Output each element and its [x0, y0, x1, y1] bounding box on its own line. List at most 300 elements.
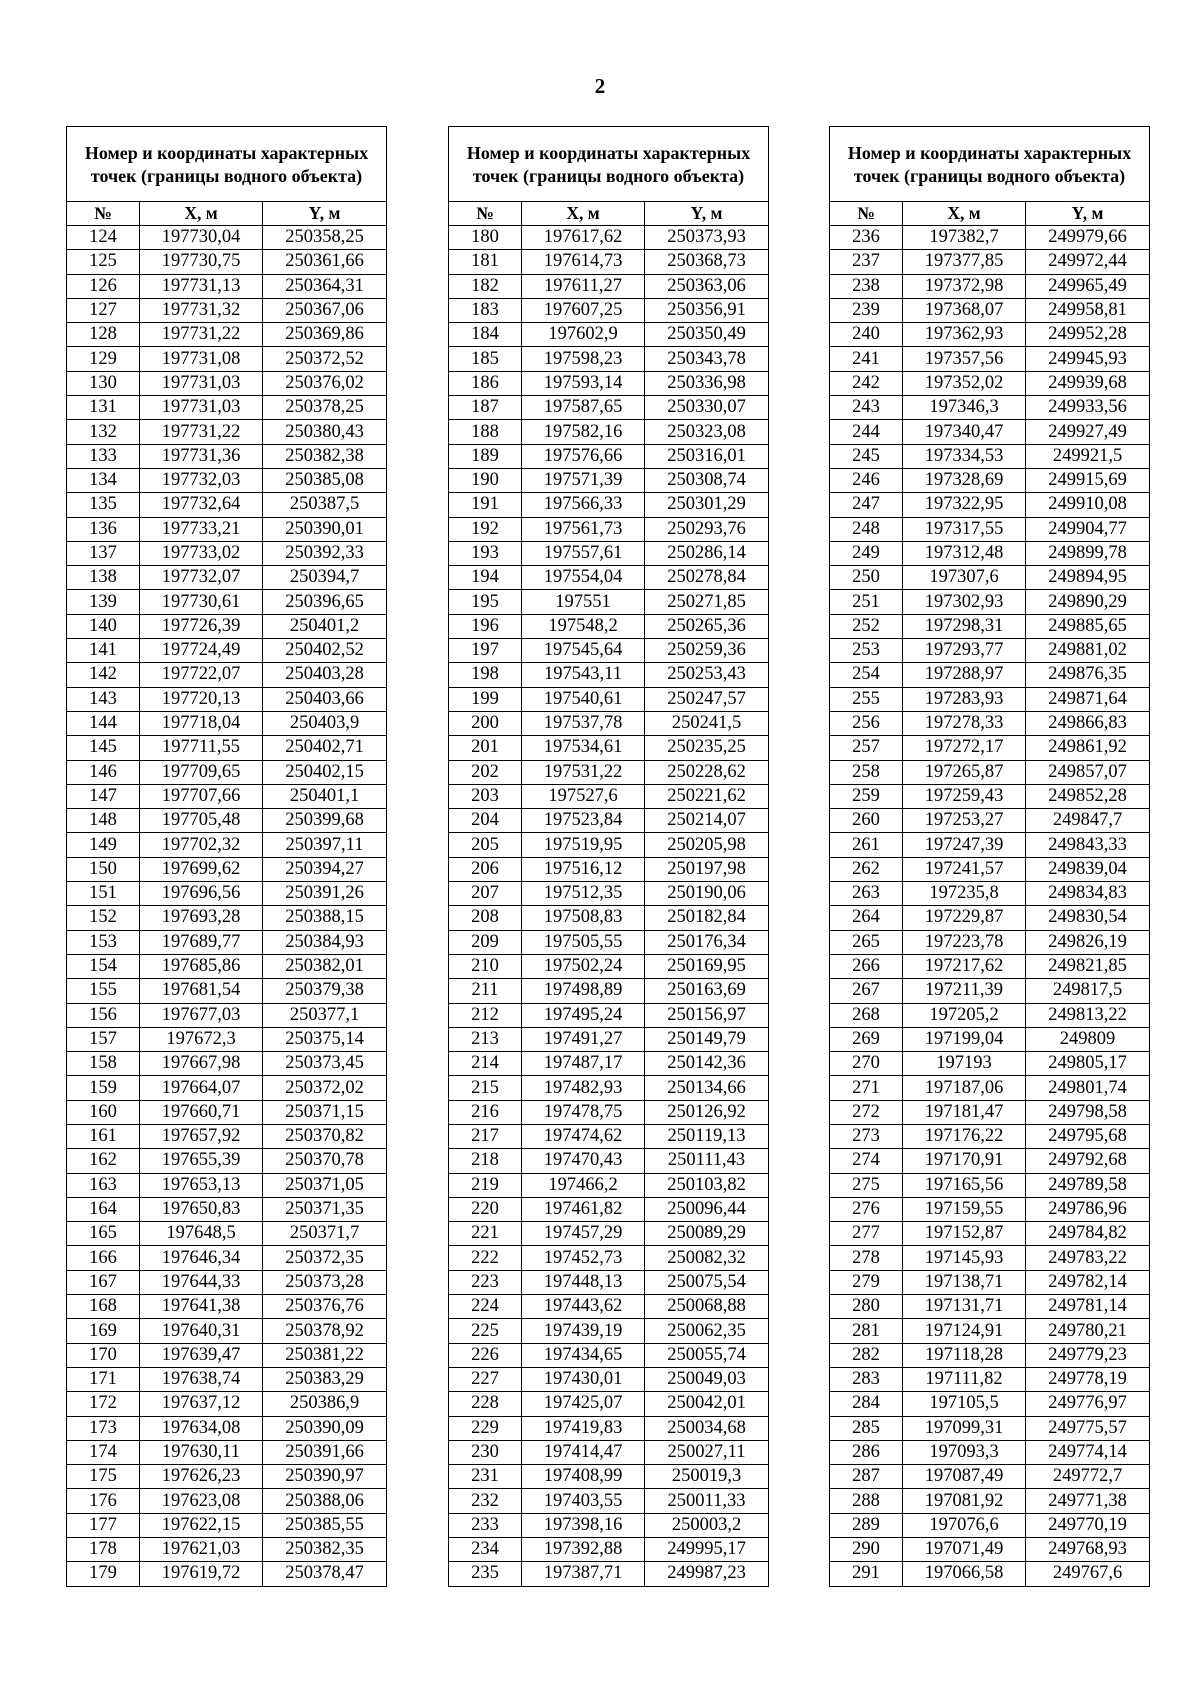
y-coordinate-cell: 249881,02	[1026, 639, 1150, 663]
x-coordinate-cell: 197211,39	[903, 979, 1026, 1003]
x-coordinate-cell: 197498,89	[522, 979, 645, 1003]
point-number-cell: 236	[830, 226, 903, 250]
point-number-cell: 256	[830, 711, 903, 735]
y-coordinate-cell: 250019,3	[645, 1465, 769, 1489]
table-row	[67, 906, 387, 930]
x-coordinate-cell: 197561,73	[522, 517, 645, 541]
x-coordinate-cell: 197443,62	[522, 1295, 645, 1319]
x-coordinate-cell: 197730,04	[140, 226, 263, 250]
column-header-x: X, м	[522, 202, 645, 226]
table-row	[830, 1538, 1150, 1562]
table-row	[830, 1197, 1150, 1221]
table-row	[67, 954, 387, 978]
y-coordinate-cell: 249784,82	[1026, 1222, 1150, 1246]
x-coordinate-cell: 197322,95	[903, 493, 1026, 517]
point-number-cell: 282	[830, 1343, 903, 1367]
table-row	[830, 371, 1150, 395]
x-coordinate-cell: 197637,12	[140, 1392, 263, 1416]
point-number-cell: 196	[449, 614, 522, 638]
x-coordinate-cell: 197681,54	[140, 979, 263, 1003]
point-number-cell: 179	[67, 1562, 140, 1586]
point-number-cell: 188	[449, 420, 522, 444]
x-coordinate-cell: 197223,78	[903, 930, 1026, 954]
table-row	[67, 493, 387, 517]
y-coordinate-cell: 249780,21	[1026, 1319, 1150, 1343]
table-row	[67, 784, 387, 808]
x-coordinate-cell: 197619,72	[140, 1562, 263, 1586]
point-number-cell: 130	[67, 371, 140, 395]
y-coordinate-cell: 249965,49	[1026, 274, 1150, 298]
table-row	[830, 347, 1150, 371]
point-number-cell: 290	[830, 1538, 903, 1562]
x-coordinate-cell: 197709,65	[140, 760, 263, 784]
x-coordinate-cell: 197646,34	[140, 1246, 263, 1270]
x-coordinate-cell: 197066,58	[903, 1562, 1026, 1586]
table-row	[67, 882, 387, 906]
x-coordinate-cell: 197641,38	[140, 1295, 263, 1319]
x-coordinate-cell: 197076,6	[903, 1513, 1026, 1537]
x-coordinate-cell: 197621,03	[140, 1538, 263, 1562]
table-row	[449, 687, 769, 711]
y-coordinate-cell: 249894,95	[1026, 566, 1150, 590]
y-coordinate-cell: 250401,1	[263, 784, 387, 808]
point-number-cell: 192	[449, 517, 522, 541]
y-coordinate-cell: 250363,06	[645, 274, 769, 298]
y-coordinate-cell: 249915,69	[1026, 468, 1150, 492]
x-coordinate-cell: 197733,02	[140, 541, 263, 565]
y-coordinate-cell: 250293,76	[645, 517, 769, 541]
table-row	[830, 1052, 1150, 1076]
x-coordinate-cell: 197317,55	[903, 517, 1026, 541]
table-row	[449, 1027, 769, 1051]
x-coordinate-cell: 197664,07	[140, 1076, 263, 1100]
x-coordinate-cell: 197731,22	[140, 420, 263, 444]
x-coordinate-cell: 197677,03	[140, 1003, 263, 1027]
x-coordinate-cell: 197617,62	[522, 226, 645, 250]
table-row	[67, 1367, 387, 1391]
x-coordinate-cell: 197288,97	[903, 663, 1026, 687]
x-coordinate-cell: 197571,39	[522, 468, 645, 492]
y-coordinate-cell: 249876,35	[1026, 663, 1150, 687]
x-coordinate-cell: 197357,56	[903, 347, 1026, 371]
x-coordinate-cell: 197328,69	[903, 468, 1026, 492]
x-coordinate-cell: 197657,92	[140, 1124, 263, 1148]
table-row	[830, 1465, 1150, 1489]
point-number-cell: 165	[67, 1222, 140, 1246]
point-number-cell: 262	[830, 857, 903, 881]
table-row	[449, 396, 769, 420]
table-row	[830, 906, 1150, 930]
y-coordinate-cell: 250376,76	[263, 1295, 387, 1319]
point-number-cell: 238	[830, 274, 903, 298]
point-number-cell: 184	[449, 323, 522, 347]
point-number-cell: 263	[830, 882, 903, 906]
point-number-cell: 173	[67, 1416, 140, 1440]
point-number-cell: 211	[449, 979, 522, 1003]
y-coordinate-cell: 250382,35	[263, 1538, 387, 1562]
x-coordinate-cell: 197534,61	[522, 736, 645, 760]
y-coordinate-cell: 250385,08	[263, 468, 387, 492]
point-number-cell: 274	[830, 1149, 903, 1173]
x-coordinate-cell: 197689,77	[140, 930, 263, 954]
table-row	[67, 1027, 387, 1051]
table-row	[830, 1319, 1150, 1343]
point-number-cell: 155	[67, 979, 140, 1003]
table-title: Номер и координаты характерных точек (границы водного объекта)	[449, 127, 769, 202]
y-coordinate-cell: 249781,14	[1026, 1295, 1150, 1319]
x-coordinate-cell: 197346,3	[903, 396, 1026, 420]
table-row	[67, 1222, 387, 1246]
x-coordinate-cell: 197495,24	[522, 1003, 645, 1027]
table-row	[830, 250, 1150, 274]
table-row	[449, 979, 769, 1003]
point-number-cell: 288	[830, 1489, 903, 1513]
y-coordinate-cell: 250278,84	[645, 566, 769, 590]
y-coordinate-cell: 250126,92	[645, 1100, 769, 1124]
x-coordinate-cell: 197731,13	[140, 274, 263, 298]
table-row	[830, 420, 1150, 444]
point-number-cell: 230	[449, 1440, 522, 1464]
table-row	[449, 639, 769, 663]
point-number-cell: 283	[830, 1367, 903, 1391]
table-row	[67, 298, 387, 322]
table-row	[449, 1440, 769, 1464]
y-coordinate-cell: 250221,62	[645, 784, 769, 808]
x-coordinate-cell: 197181,47	[903, 1100, 1026, 1124]
table-row	[830, 1003, 1150, 1027]
table-row	[67, 1489, 387, 1513]
table-row	[67, 1416, 387, 1440]
x-coordinate-cell: 197165,56	[903, 1173, 1026, 1197]
x-coordinate-cell: 197602,9	[522, 323, 645, 347]
table-row	[830, 1416, 1150, 1440]
point-number-cell: 228	[449, 1392, 522, 1416]
point-number-cell: 277	[830, 1222, 903, 1246]
x-coordinate-cell: 197229,87	[903, 906, 1026, 930]
point-number-cell: 251	[830, 590, 903, 614]
y-coordinate-cell: 250149,79	[645, 1027, 769, 1051]
table-row	[830, 517, 1150, 541]
table-row	[449, 1173, 769, 1197]
point-number-cell: 175	[67, 1465, 140, 1489]
y-coordinate-cell: 250403,66	[263, 687, 387, 711]
table-row	[830, 1513, 1150, 1537]
table-row	[449, 226, 769, 250]
y-coordinate-cell: 249779,23	[1026, 1343, 1150, 1367]
table-row	[67, 1392, 387, 1416]
table-row	[830, 323, 1150, 347]
coordinates-table-1	[66, 126, 387, 1587]
x-coordinate-cell: 197640,31	[140, 1319, 263, 1343]
table-row	[830, 1270, 1150, 1294]
point-number-cell: 247	[830, 493, 903, 517]
x-coordinate-cell: 197372,98	[903, 274, 1026, 298]
x-coordinate-cell: 197527,6	[522, 784, 645, 808]
point-number-cell: 159	[67, 1076, 140, 1100]
point-number-cell: 225	[449, 1319, 522, 1343]
y-coordinate-cell: 249885,65	[1026, 614, 1150, 638]
x-coordinate-cell: 197081,92	[903, 1489, 1026, 1513]
column-header-number: №	[67, 202, 140, 226]
table-row	[830, 784, 1150, 808]
y-coordinate-cell: 250391,66	[263, 1440, 387, 1464]
point-number-cell: 166	[67, 1246, 140, 1270]
table-row	[449, 906, 769, 930]
point-number-cell: 287	[830, 1465, 903, 1489]
x-coordinate-cell: 197718,04	[140, 711, 263, 735]
y-coordinate-cell: 249995,17	[645, 1538, 769, 1562]
y-coordinate-cell: 250003,2	[645, 1513, 769, 1537]
y-coordinate-cell: 250235,25	[645, 736, 769, 760]
table-row	[830, 1392, 1150, 1416]
y-coordinate-cell: 250089,29	[645, 1222, 769, 1246]
x-coordinate-cell: 197653,13	[140, 1173, 263, 1197]
point-number-cell: 286	[830, 1440, 903, 1464]
point-number-cell: 200	[449, 711, 522, 735]
y-coordinate-cell: 250372,35	[263, 1246, 387, 1270]
point-number-cell: 204	[449, 809, 522, 833]
x-coordinate-cell: 197368,07	[903, 298, 1026, 322]
x-coordinate-cell: 197217,62	[903, 954, 1026, 978]
y-coordinate-cell: 249774,14	[1026, 1440, 1150, 1464]
point-number-cell: 157	[67, 1027, 140, 1051]
y-coordinate-cell: 250370,82	[263, 1124, 387, 1148]
point-number-cell: 260	[830, 809, 903, 833]
x-coordinate-cell: 197623,08	[140, 1489, 263, 1513]
table-row	[449, 1538, 769, 1562]
x-coordinate-cell: 197614,73	[522, 250, 645, 274]
x-coordinate-cell: 197582,16	[522, 420, 645, 444]
y-coordinate-cell: 250378,47	[263, 1562, 387, 1586]
point-number-cell: 139	[67, 590, 140, 614]
table-row	[830, 833, 1150, 857]
table-row	[449, 1149, 769, 1173]
x-coordinate-cell: 197622,15	[140, 1513, 263, 1537]
x-coordinate-cell: 197392,88	[522, 1538, 645, 1562]
y-coordinate-cell: 250350,49	[645, 323, 769, 347]
point-number-cell: 289	[830, 1513, 903, 1537]
table-row	[449, 1003, 769, 1027]
y-coordinate-cell: 250075,54	[645, 1270, 769, 1294]
point-number-cell: 162	[67, 1149, 140, 1173]
table-row	[449, 1270, 769, 1294]
y-coordinate-cell: 250373,45	[263, 1052, 387, 1076]
point-number-cell: 154	[67, 954, 140, 978]
y-coordinate-cell: 249809	[1026, 1027, 1150, 1051]
y-coordinate-cell: 249852,28	[1026, 784, 1150, 808]
point-number-cell: 193	[449, 541, 522, 565]
y-coordinate-cell: 250034,68	[645, 1416, 769, 1440]
y-coordinate-cell: 249843,33	[1026, 833, 1150, 857]
y-coordinate-cell: 250377,1	[263, 1003, 387, 1027]
point-number-cell: 231	[449, 1465, 522, 1489]
point-number-cell: 246	[830, 468, 903, 492]
point-number-cell: 208	[449, 906, 522, 930]
y-coordinate-cell: 249861,92	[1026, 736, 1150, 760]
table-row	[67, 1343, 387, 1367]
x-coordinate-cell: 197434,65	[522, 1343, 645, 1367]
y-coordinate-cell: 250371,7	[263, 1222, 387, 1246]
point-number-cell: 126	[67, 274, 140, 298]
table-row	[830, 857, 1150, 881]
point-number-cell: 182	[449, 274, 522, 298]
y-coordinate-cell: 250397,11	[263, 833, 387, 857]
column-header-x: X, м	[903, 202, 1026, 226]
point-number-cell: 259	[830, 784, 903, 808]
y-coordinate-cell: 250055,74	[645, 1343, 769, 1367]
table-row	[830, 541, 1150, 565]
table-row	[830, 1100, 1150, 1124]
y-coordinate-cell: 249771,38	[1026, 1489, 1150, 1513]
table-row	[830, 1440, 1150, 1464]
table-row	[830, 444, 1150, 468]
table-title: Номер и координаты характерных точек (границы водного объекта)	[830, 127, 1150, 202]
point-number-cell: 258	[830, 760, 903, 784]
table-row	[830, 663, 1150, 687]
point-number-cell: 171	[67, 1367, 140, 1391]
x-coordinate-cell: 197283,93	[903, 687, 1026, 711]
point-number-cell: 189	[449, 444, 522, 468]
y-coordinate-cell: 250371,15	[263, 1100, 387, 1124]
x-coordinate-cell: 197731,22	[140, 323, 263, 347]
x-coordinate-cell: 197265,87	[903, 760, 1026, 784]
x-coordinate-cell: 197523,84	[522, 809, 645, 833]
x-coordinate-cell: 197512,35	[522, 882, 645, 906]
table-row	[449, 493, 769, 517]
point-number-cell: 244	[830, 420, 903, 444]
table-row	[449, 590, 769, 614]
table-row	[449, 1416, 769, 1440]
point-number-cell: 167	[67, 1270, 140, 1294]
x-coordinate-cell: 197124,91	[903, 1319, 1026, 1343]
table-row	[67, 420, 387, 444]
table-row	[449, 1052, 769, 1076]
column-header-number: №	[830, 202, 903, 226]
y-coordinate-cell: 249826,19	[1026, 930, 1150, 954]
y-coordinate-cell: 250380,43	[263, 420, 387, 444]
table-row	[67, 1052, 387, 1076]
y-coordinate-cell: 249871,64	[1026, 687, 1150, 711]
y-coordinate-cell: 250385,55	[263, 1513, 387, 1537]
table-row	[830, 298, 1150, 322]
y-coordinate-cell: 249786,96	[1026, 1197, 1150, 1221]
point-number-cell: 197	[449, 639, 522, 663]
point-number-cell: 239	[830, 298, 903, 322]
y-coordinate-cell: 250381,22	[263, 1343, 387, 1367]
table-row	[67, 809, 387, 833]
table-row	[67, 1246, 387, 1270]
table-row	[830, 566, 1150, 590]
x-coordinate-cell: 197170,91	[903, 1149, 1026, 1173]
table-row	[67, 323, 387, 347]
point-number-cell: 254	[830, 663, 903, 687]
y-coordinate-cell: 250049,03	[645, 1367, 769, 1391]
y-coordinate-cell: 250027,11	[645, 1440, 769, 1464]
x-coordinate-cell: 197648,5	[140, 1222, 263, 1246]
y-coordinate-cell: 249776,97	[1026, 1392, 1150, 1416]
table-row	[830, 930, 1150, 954]
table-row	[449, 784, 769, 808]
point-number-cell: 264	[830, 906, 903, 930]
table-row	[67, 590, 387, 614]
table-row	[67, 760, 387, 784]
point-number-cell: 190	[449, 468, 522, 492]
table-row	[449, 323, 769, 347]
point-number-cell: 280	[830, 1295, 903, 1319]
table-row	[830, 493, 1150, 517]
table-row	[449, 1246, 769, 1270]
y-coordinate-cell: 250371,05	[263, 1173, 387, 1197]
table-row	[830, 1367, 1150, 1391]
x-coordinate-cell: 197554,04	[522, 566, 645, 590]
x-coordinate-cell: 197731,08	[140, 347, 263, 371]
x-coordinate-cell: 197105,5	[903, 1392, 1026, 1416]
y-coordinate-cell: 250394,7	[263, 566, 387, 590]
y-coordinate-cell: 250394,27	[263, 857, 387, 881]
x-coordinate-cell: 197298,31	[903, 614, 1026, 638]
point-number-cell: 268	[830, 1003, 903, 1027]
table-row	[830, 1246, 1150, 1270]
x-coordinate-cell: 197508,83	[522, 906, 645, 930]
x-coordinate-cell: 197548,2	[522, 614, 645, 638]
x-coordinate-cell: 197722,07	[140, 663, 263, 687]
table-row	[449, 566, 769, 590]
point-number-cell: 234	[449, 1538, 522, 1562]
x-coordinate-cell: 197093,3	[903, 1440, 1026, 1464]
x-coordinate-cell: 197505,55	[522, 930, 645, 954]
point-number-cell: 232	[449, 1489, 522, 1513]
y-coordinate-cell: 249798,58	[1026, 1100, 1150, 1124]
x-coordinate-cell: 197474,62	[522, 1124, 645, 1148]
point-number-cell: 203	[449, 784, 522, 808]
point-number-cell: 220	[449, 1197, 522, 1221]
table-row	[449, 857, 769, 881]
y-coordinate-cell: 249979,66	[1026, 226, 1150, 250]
point-number-cell: 242	[830, 371, 903, 395]
y-coordinate-cell: 249768,93	[1026, 1538, 1150, 1562]
y-coordinate-cell: 250142,36	[645, 1052, 769, 1076]
x-coordinate-cell: 197724,49	[140, 639, 263, 663]
point-number-cell: 199	[449, 687, 522, 711]
point-number-cell: 248	[830, 517, 903, 541]
table-row	[67, 1173, 387, 1197]
y-coordinate-cell: 250378,25	[263, 396, 387, 420]
point-number-cell: 138	[67, 566, 140, 590]
x-coordinate-cell: 197733,21	[140, 517, 263, 541]
point-number-cell: 215	[449, 1076, 522, 1100]
point-number-cell: 128	[67, 323, 140, 347]
y-coordinate-cell: 250343,78	[645, 347, 769, 371]
point-number-cell: 129	[67, 347, 140, 371]
point-number-cell: 148	[67, 809, 140, 833]
table-row	[449, 663, 769, 687]
point-number-cell: 131	[67, 396, 140, 420]
table-row	[830, 954, 1150, 978]
y-coordinate-cell: 250399,68	[263, 809, 387, 833]
y-coordinate-cell: 250247,57	[645, 687, 769, 711]
table-row	[449, 1367, 769, 1391]
table-row	[830, 396, 1150, 420]
table-row	[449, 274, 769, 298]
point-number-cell: 249	[830, 541, 903, 565]
y-coordinate-cell: 249767,6	[1026, 1562, 1150, 1586]
x-coordinate-cell: 197543,11	[522, 663, 645, 687]
y-coordinate-cell: 249939,68	[1026, 371, 1150, 395]
table-row	[830, 882, 1150, 906]
x-coordinate-cell: 197419,83	[522, 1416, 645, 1440]
x-coordinate-cell: 197702,32	[140, 833, 263, 857]
x-coordinate-cell: 197731,36	[140, 444, 263, 468]
